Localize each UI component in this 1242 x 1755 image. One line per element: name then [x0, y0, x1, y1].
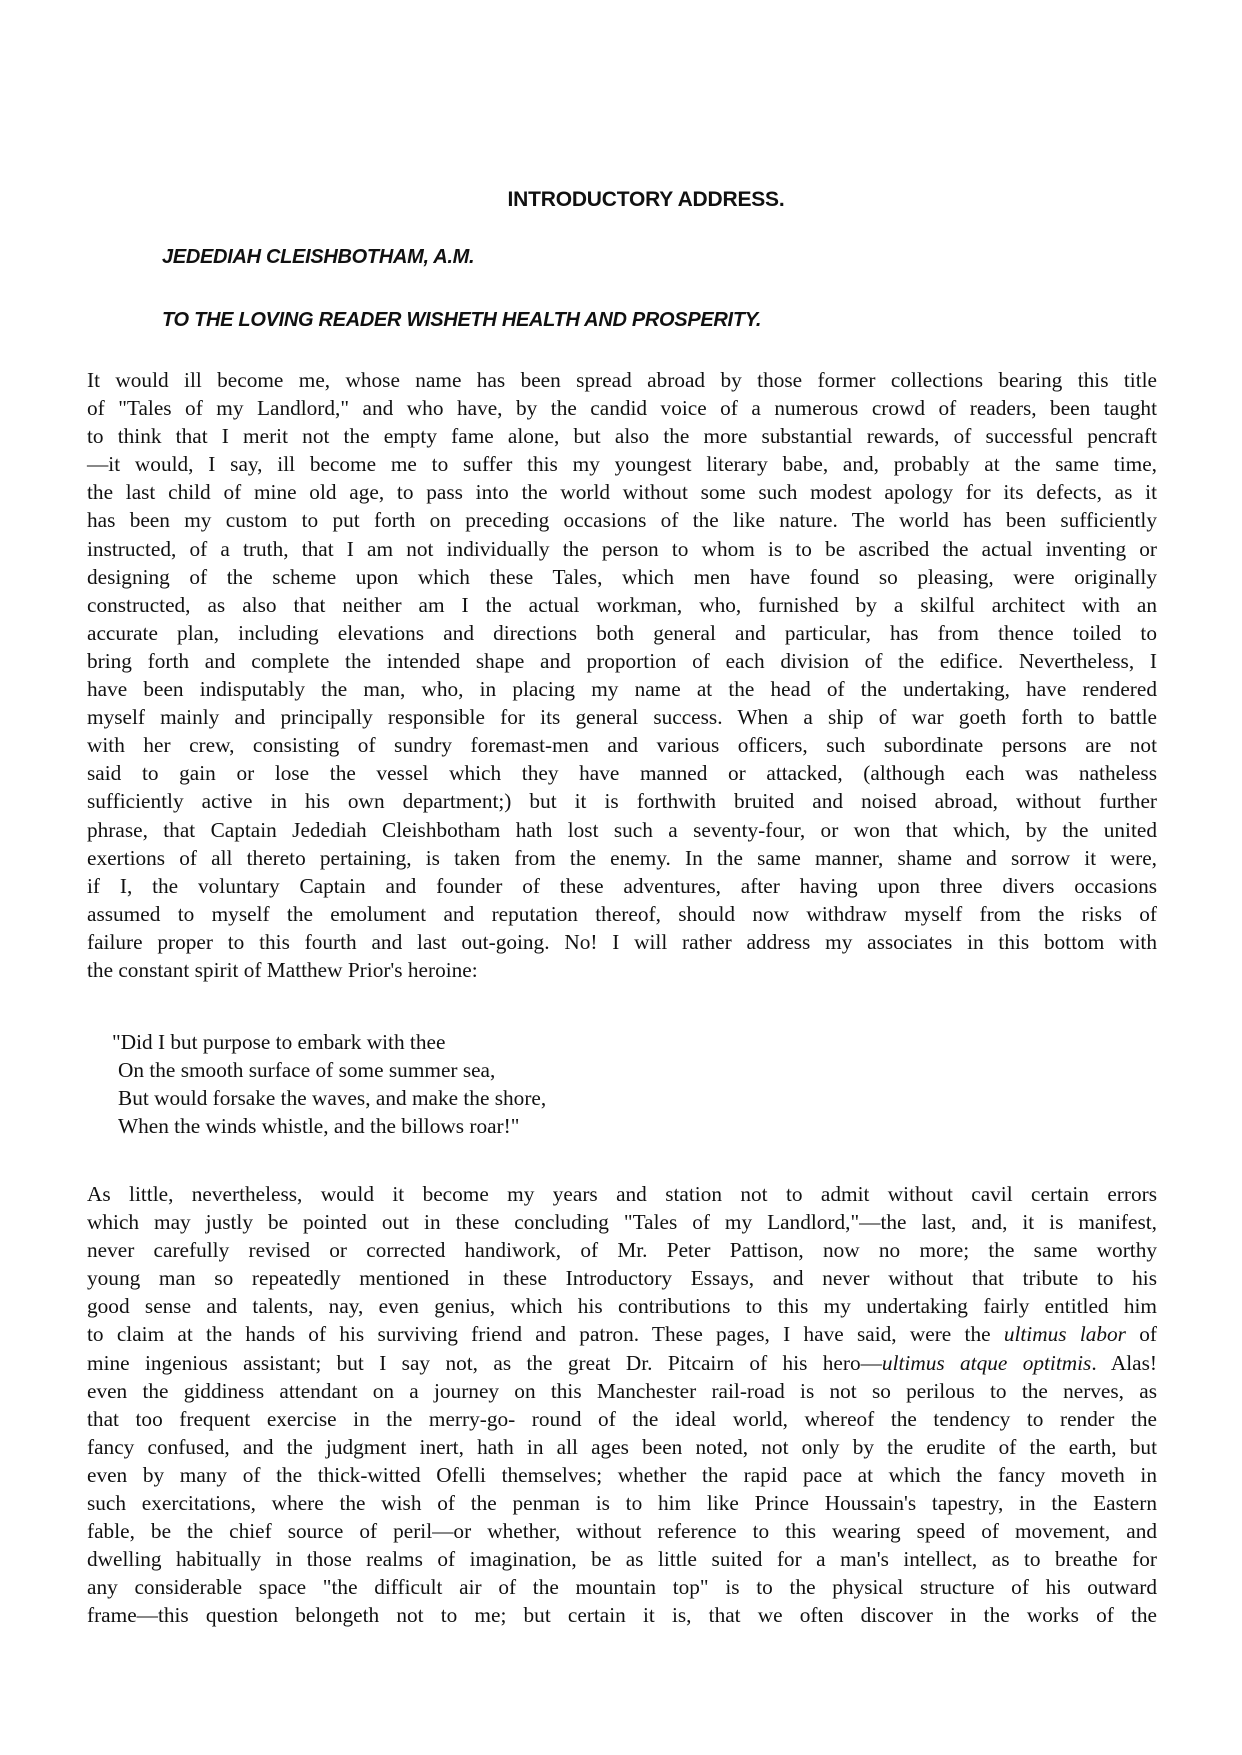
- author-line: JEDEDIAH CLEISHBOTHAM, A.M.: [162, 246, 475, 268]
- text-line: young man so repeatedly mentioned in these Introductory Essays, and never without that tribute to his: [87, 1266, 1157, 1291]
- text-line: which may justly be pointed out in these concluding "Tales of my Landlord,"—the last, and, it is manifest,: [87, 1210, 1157, 1235]
- italic-phrase: ultimus atque optitmis: [881, 1350, 1092, 1375]
- text-line: the last child of mine old age, to pass into the world without some such modest apology for its defects, as it: [87, 480, 1157, 505]
- text-line: if I, the voluntary Captain and founder of these adventures, after having upon three divers occasions: [87, 873, 1157, 898]
- text-line: any considerable space "the difficult air of the mountain top" is to the physical structure of his outward: [87, 1575, 1157, 1600]
- verse-quotation: [112, 1028, 546, 1140]
- text-line: exertions of all thereto pertaining, is taken from the enemy. In the same manner, shame and sorrow it were,: [87, 845, 1157, 870]
- text-line: said to gain or lose the vessel which they have manned or attacked, (although each was natheless: [87, 761, 1157, 786]
- text-line: designing of the scheme upon which these Tales, which men have found so pleasing, were originally: [87, 564, 1157, 589]
- paragraph-errors: [87, 1180, 1157, 1630]
- text-line: constructed, as also that neither am I the actual workman, who, furnished by a skilful architect with an: [87, 592, 1157, 617]
- text-line: that too frequent exercise in the merry-go- round of the ideal world, whereof the tendency to render the: [87, 1406, 1157, 1431]
- text-line: bring forth and complete the intended shape and proportion of each division of the edifice. Nevertheless, I: [87, 648, 1157, 673]
- italic-phrase: ultimus labor: [1003, 1322, 1126, 1347]
- text-line: the constant spirit of Matthew Prior's heroine:: [87, 957, 478, 982]
- text-line: to think that I merit not the empty fame alone, but also the more substantial rewards, of successful pencraft: [87, 424, 1157, 449]
- text-line: fable, be the chief source of peril—or whether, without reference to this wearing speed of movement, and: [87, 1519, 1157, 1544]
- text-line: to claim at the hands of his surviving friend and patron. These pages, I have said, were the ultimus labor of: [87, 1322, 1157, 1347]
- verse-line: On the smooth surface of some summer sea,: [118, 1058, 496, 1083]
- text-line: accurate plan, including elevations and directions both general and particular, has from thence toiled to: [87, 620, 1157, 645]
- text-line: myself mainly and principally responsible for its general success. When a ship of war goeth forth to battle: [87, 705, 1157, 730]
- text-line: dwelling habitually in those realms of imagination, be as little suited for a man's intellect, as to breathe for: [87, 1547, 1157, 1572]
- verse-line: But would forsake the waves, and make the shore,: [118, 1086, 547, 1111]
- verse-line: "Did I but purpose to embark with thee: [112, 1030, 446, 1054]
- verse-line: When the winds whistle, and the billows roar!": [118, 1114, 520, 1139]
- text-line: of "Tales of my Landlord," and who have, by the candid voice of a numerous crowd of readers, been taught: [87, 396, 1157, 421]
- text-line: have been indisputably the man, who, in placing my name at the head of the undertaking, have rendered: [87, 677, 1157, 702]
- text-line: —it would, I say, ill become me to suffer this my youngest literary babe, and, probably at the same time,: [87, 452, 1157, 477]
- text-line: As little, nevertheless, would it become my years and station not to admit without cavil certain errors: [87, 1182, 1157, 1206]
- salutation-line: TO THE LOVING READER WISHETH HEALTH AND PROSPERITY.: [162, 309, 762, 331]
- text-line: assumed to myself the emolument and reputation thereof, should now withdraw myself from the risks of: [87, 901, 1157, 926]
- text-line: It would ill become me, whose name has been spread abroad by those former collections bearing this title: [87, 368, 1157, 392]
- text-line: with her crew, consisting of sundry foremast-men and various officers, such subordinate persons are not: [87, 733, 1157, 758]
- text-line: even the giddiness attendant on a journey on this Manchester rail-road is not so perilous to the nerves, as: [87, 1378, 1157, 1403]
- text-line: good sense and talents, nay, even genius, which his contributions to this my undertaking fairly entitled him: [87, 1294, 1157, 1319]
- text-line: has been my custom to put forth on preceding occasions of the like nature. The world has been sufficiently: [87, 508, 1157, 533]
- text-line: frame—this question belongeth not to me; but certain it is, that we often discover in the works of the: [87, 1603, 1157, 1628]
- text-line: never carefully revised or corrected handiwork, of Mr. Peter Pattison, now no more; the same worthy: [87, 1238, 1157, 1263]
- text-line: even by many of the thick-witted Ofelli themselves; whether the rapid pace at which the fancy moveth in: [87, 1462, 1157, 1487]
- text-line: fancy confused, and the judgment inert, hath in all ages been noted, not only by the erudite of the earth, but: [87, 1434, 1157, 1459]
- text-line: phrase, that Captain Jedediah Cleishbotham hath lost such a seventy-four, or won that which, by the united: [87, 817, 1157, 842]
- text-line: instructed, of a truth, that I am not individually the person to whom is to be ascribed the actual inventing or: [87, 536, 1157, 561]
- page-title: INTRODUCTORY ADDRESS.: [507, 188, 785, 211]
- text-line: mine ingenious assistant; but I say not, as the great Dr. Pitcairn of his hero—ultimus atque optitmis. Alas!: [87, 1350, 1157, 1375]
- text-line: such exercitations, where the wish of the penman is to him like Prince Houssain's tapestry, in the Eastern: [87, 1491, 1157, 1516]
- text-line: failure proper to this fourth and last out-going. No! I will rather address my associates in this bottom with: [87, 929, 1157, 954]
- text-line: sufficiently active in his own department;) but it is forthwith bruited and noised abroad, without further: [87, 789, 1157, 814]
- paragraph-intro: [87, 366, 1157, 984]
